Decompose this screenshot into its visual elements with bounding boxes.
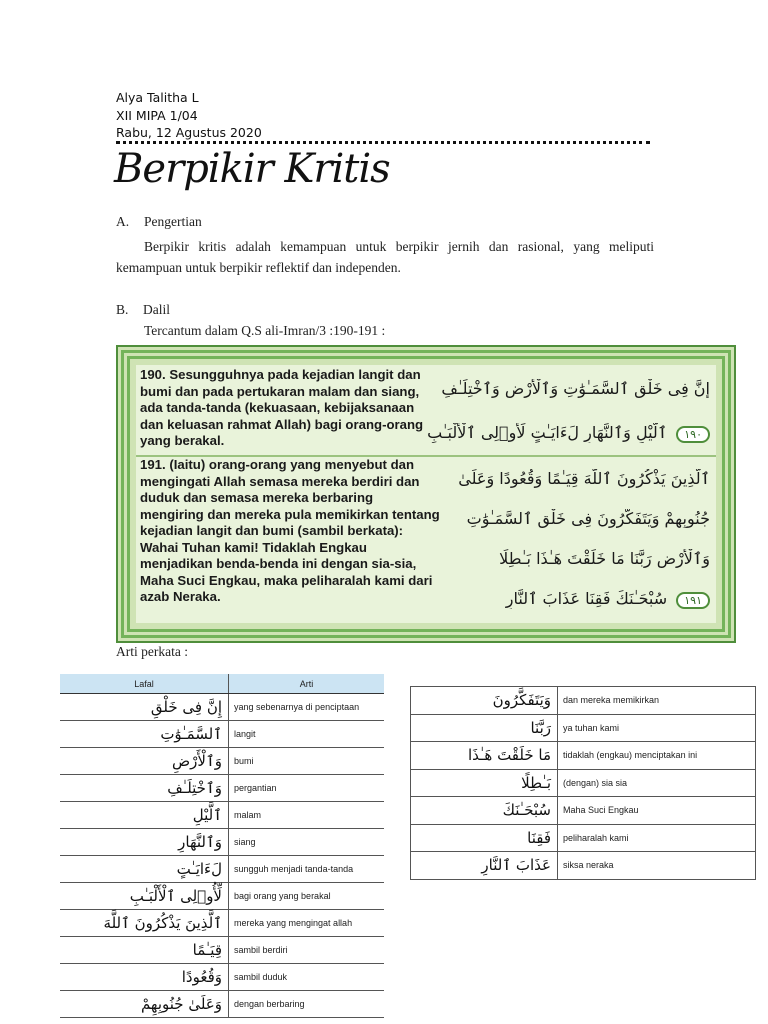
arabic-line-6-wrap xyxy=(410,589,710,609)
verse-content xyxy=(136,365,716,623)
lafal-cell: ٱلَّذِينَ يَذْكُرُونَ ٱللَّهَ xyxy=(60,910,229,937)
arti-cell: bagi orang yang berakal xyxy=(229,883,385,910)
lafal-cell: وَٱلْأَرْضِ xyxy=(60,748,229,775)
table-row xyxy=(411,852,756,880)
table-row xyxy=(411,824,756,852)
table-row xyxy=(60,937,384,964)
lafal-cell: وَيَتَفَكَّرُونَ xyxy=(411,687,558,715)
lafal-cell: ٱلسَّمَـٰوَٰتِ xyxy=(60,721,229,748)
arti-cell: malam xyxy=(229,802,385,829)
lafal-header: Lafal xyxy=(60,674,229,694)
table-row xyxy=(411,742,756,770)
arti-cell: sambil duduk xyxy=(229,964,385,991)
verse-190-translation: 190. Sesungguhnya pada kejadian langit dan bumi dan pada pertukaran malam dan siang, ada tanda-tanda (kekuasaan, kebijaksanaan dan keluasan rahmat Allah) bagi orang-orang yang berakal. xyxy=(140,367,424,448)
arti-header: Arti xyxy=(229,674,385,694)
arabic-line-2: ٱلَّيْلِ وَٱلنَّهَارِ لَءَايَـٰتٍ لِّأُو۟لِى ٱلْأَلْبَـٰبِ xyxy=(427,423,668,442)
arabic-line-3: ٱلَّذِينَ يَذْكُرُونَ ٱللَّهَ قِيَـٰمًا وَقُعُودًا وَعَلَىٰ xyxy=(458,469,710,488)
vocab-table-right xyxy=(410,686,756,880)
table-row xyxy=(411,714,756,742)
arti-cell: (dengan) sia sia xyxy=(558,769,756,797)
arabic-line-4: جُنُوبِهِمْ وَيَتَفَكَّرُونَ فِى خَلْقِ ٱلسَّمَـٰوَٰتِ xyxy=(466,509,710,528)
lafal-cell: وَٱخْتِلَـٰفِ xyxy=(60,775,229,802)
quran-verse-panel xyxy=(116,345,736,643)
table-row xyxy=(60,991,384,1018)
arti-cell: langit xyxy=(229,721,385,748)
arti-cell: mereka yang mengingat allah xyxy=(229,910,385,937)
lafal-cell: إِنَّ فِى خَلْقِ xyxy=(60,694,229,721)
lafal-cell: عَذَابَ ٱلنَّارِ xyxy=(411,852,558,880)
verse-divider xyxy=(136,455,716,457)
lafal-cell: وَٱلنَّهَارِ xyxy=(60,829,229,856)
author-name: Alya Talitha L xyxy=(116,90,199,105)
table-row xyxy=(60,775,384,802)
section-b-heading: Dalil xyxy=(143,302,170,317)
lafal-cell: لَءَايَـٰتٍ xyxy=(60,856,229,883)
author-class: XII MIPA 1/04 xyxy=(116,108,198,123)
arti-cell: yang sebenarnya di penciptaan xyxy=(229,694,385,721)
lafal-cell: وَقُعُودًا xyxy=(60,964,229,991)
arti-cell: Maha Suci Engkau xyxy=(558,797,756,825)
dotted-divider xyxy=(116,141,650,144)
arabic-line-5: وَٱلْأَرْضِ رَبَّنَا مَا خَلَقْتَ هَـٰذَا بَـٰطِلًا xyxy=(499,549,710,568)
table-row xyxy=(60,883,384,910)
arti-cell: bumi xyxy=(229,748,385,775)
lafal-cell: فَقِنَا xyxy=(411,824,558,852)
arti-cell: siksa neraka xyxy=(558,852,756,880)
table-row xyxy=(411,687,756,715)
page-title: Berpikir Kritis xyxy=(114,146,390,192)
vocab-table-left xyxy=(60,674,384,1018)
lafal-cell: سُبْحَـٰنَكَ xyxy=(411,797,558,825)
table-row xyxy=(60,802,384,829)
ayah-190-marker: ١٩٠ xyxy=(676,426,710,443)
arabic-line-1: إِنَّ فِى خَلْقِ ٱلسَّمَـٰوَٰتِ وَٱلْأَرْضِ وَٱخْتِلَـٰفِ xyxy=(441,379,710,398)
table-row xyxy=(60,910,384,937)
section-b-intro: Tercantum dalam Q.S ali-Imran/3 :190-191 : xyxy=(144,323,386,338)
lafal-cell: ٱلَّيْلِ xyxy=(60,802,229,829)
section-b-label: B. xyxy=(116,302,129,317)
table-row xyxy=(411,769,756,797)
table-row xyxy=(60,856,384,883)
lafal-cell: مَا خَلَقْتَ هَـٰذَا xyxy=(411,742,558,770)
lafal-cell: قِيَـٰمًا xyxy=(60,937,229,964)
table-row xyxy=(411,797,756,825)
lafal-cell: وَعَلَىٰ جُنُوبِهِمْ xyxy=(60,991,229,1018)
arti-cell: dan mereka memikirkan xyxy=(558,687,756,715)
arabic-line-2-wrap xyxy=(410,423,710,443)
arabic-line-6: سُبْحَـٰنَكَ فَقِنَا عَذَابَ ٱلنَّارِ xyxy=(505,589,668,608)
arti-cell: ya tuhan kami xyxy=(558,714,756,742)
arti-perkata-label: Arti perkata : xyxy=(116,644,188,659)
table-row xyxy=(60,829,384,856)
section-a-heading: Pengertian xyxy=(144,214,202,229)
arti-cell: pergantian xyxy=(229,775,385,802)
document-date: Rabu, 12 Agustus 2020 xyxy=(116,125,262,140)
arti-cell: tidaklah (engkau) menciptakan ini xyxy=(558,742,756,770)
table-row xyxy=(60,964,384,991)
arti-cell: sambil berdiri xyxy=(229,937,385,964)
section-a-paragraph: Berpikir kritis adalah kemampuan untuk berpikir jernih dan rasional, yang meliputi kemampuan untuk berpikir reflektif dan independen. xyxy=(116,239,654,275)
table-header-row xyxy=(60,674,384,694)
arti-cell: siang xyxy=(229,829,385,856)
lafal-cell: لِّأُو۟لِى ٱلْأَلْبَـٰبِ xyxy=(60,883,229,910)
arti-cell: peliharalah kami xyxy=(558,824,756,852)
section-a-label: A. xyxy=(116,214,130,229)
lafal-cell: رَبَّنَا xyxy=(411,714,558,742)
arti-cell: sungguh menjadi tanda-tanda xyxy=(229,856,385,883)
ayah-191-marker: ١٩١ xyxy=(676,592,710,609)
table-row xyxy=(60,721,384,748)
arti-cell: dengan berbaring xyxy=(229,991,385,1018)
verse-191-translation: 191. (Iaitu) orang-orang yang menyebut dan mengingati Allah semasa mereka berdiri dan duduk dan semasa mereka berbaring mengiring dan mereka pula memikirkan tentang kejadian langit dan bumi (sambil berkata): Wahai Tuhan kami! Tidaklah Engkau menjadikan benda-benda ini dengan sia-sia, Maha Suci Engkau, maka peliharalah kami dari azab Neraka. xyxy=(140,457,440,604)
table-row xyxy=(60,748,384,775)
lafal-cell: بَـٰطِلًا xyxy=(411,769,558,797)
table-row xyxy=(60,694,384,721)
